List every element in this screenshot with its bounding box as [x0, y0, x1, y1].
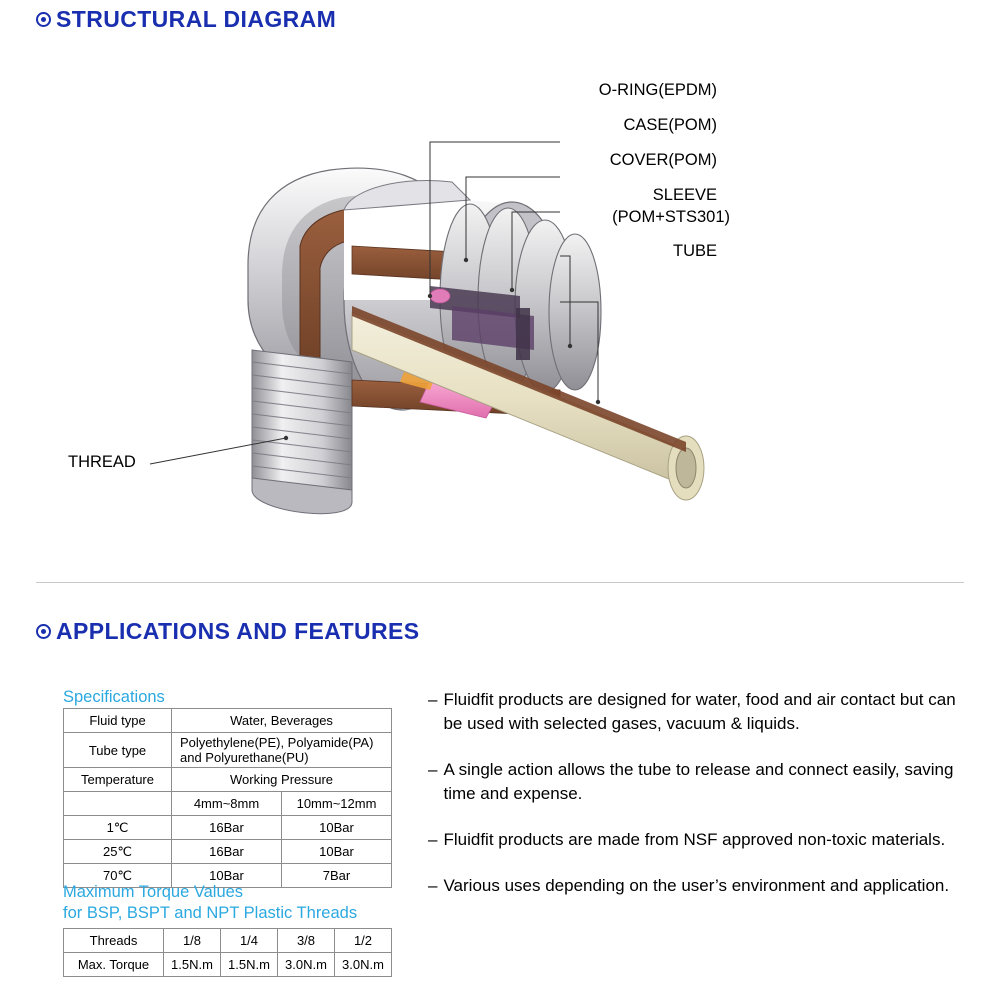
table-row [64, 840, 392, 864]
section-title-applications: APPLICATIONS AND FEATURES [56, 618, 420, 644]
list-item [428, 828, 968, 852]
callout-label-o-ring: O-RING(EPDM) [598, 81, 717, 99]
max-torque-value-1: 1.5N.m [164, 953, 221, 977]
temperature-label: Temperature [64, 768, 172, 792]
fluid-type-label: Fluid type [64, 709, 172, 733]
temp-row-2-pressure-1: 16Bar [172, 840, 282, 864]
list-item-dash: – [428, 876, 438, 895]
table-row [64, 709, 392, 733]
section-title-structural: STRUCTURAL DIAGRAM [56, 6, 337, 32]
callout-label-thread: THREAD [68, 453, 136, 471]
size-col-2: 10mm~12mm [282, 792, 392, 816]
temp-row-2-label: 25℃ [64, 840, 172, 864]
temp-row-3-pressure-2: 7Bar [282, 864, 392, 888]
list-item [428, 688, 968, 736]
table-row [64, 768, 392, 792]
max-torque-label: Max. Torque [64, 953, 164, 977]
structural-diagram [0, 50, 1000, 570]
max-torque-value-4: 3.0N.m [335, 953, 392, 977]
fluid-type-value: Water, Beverages [172, 709, 392, 733]
thread-size-2: 1/4 [221, 929, 278, 953]
torque-table [63, 928, 392, 977]
torque-title [63, 882, 357, 924]
torque-title-line2: for BSP, BSPT and NPT Plastic Threads [63, 904, 358, 922]
list-item-dash: – [428, 690, 438, 709]
callout-label-case: CASE(POM) [623, 116, 717, 134]
thread-size-1: 1/8 [164, 929, 221, 953]
tube-type-value-line1: Polyethylene(PE), Polyamide(PA) [180, 735, 374, 750]
bullet-icon [36, 12, 51, 27]
thread-size-3: 3/8 [278, 929, 335, 953]
table-row [64, 816, 392, 840]
tube-type-value-line2: and Polyurethane(PU) [180, 750, 309, 765]
tube-type-value [172, 733, 392, 768]
fitting-cutaway-illustration [0, 50, 1000, 570]
features-list [428, 688, 968, 920]
list-item-dash: – [428, 830, 438, 849]
list-item [428, 758, 968, 806]
bullet-icon [36, 624, 51, 639]
table-row [64, 929, 392, 953]
specifications-title: Specifications [63, 688, 165, 706]
list-item [428, 874, 968, 898]
empty-cell [64, 792, 172, 816]
callout-label-cover: COVER(POM) [609, 151, 717, 169]
max-torque-value-2: 1.5N.m [221, 953, 278, 977]
temp-row-2-pressure-2: 10Bar [282, 840, 392, 864]
table-row [64, 733, 392, 768]
list-item-dash: – [428, 760, 438, 779]
specifications-table [63, 708, 392, 888]
callout-label-sleeve-material: (POM+STS301) [612, 208, 730, 226]
thread-size-4: 1/2 [335, 929, 392, 953]
working-pressure-label: Working Pressure [172, 768, 392, 792]
size-col-1: 4mm~8mm [172, 792, 282, 816]
list-item-text: Fluidfit products are designed for water, food and air contact but can be used with selected gases, vacuum & liquids. [443, 690, 956, 733]
tube-type-label: Tube type [64, 733, 172, 768]
threads-label: Threads [64, 929, 164, 953]
section-heading-structural [36, 6, 336, 33]
section-divider [36, 582, 964, 583]
temp-row-3-label: 70℃ [64, 864, 172, 888]
callout-label-tube: TUBE [672, 242, 717, 260]
max-torque-value-3: 3.0N.m [278, 953, 335, 977]
callout-label-sleeve: SLEEVE [652, 186, 717, 204]
table-row [64, 953, 392, 977]
table-row [64, 792, 392, 816]
torque-title-line1: Maximum Torque Values [63, 883, 244, 901]
temp-row-1-pressure-1: 16Bar [172, 816, 282, 840]
list-item-text: A single action allows the tube to release and connect easily, saving time and expense. [443, 760, 954, 803]
temp-row-1-pressure-2: 10Bar [282, 816, 392, 840]
temp-row-1-label: 1℃ [64, 816, 172, 840]
list-item-text: Fluidfit products are made from NSF approved non-toxic materials. [443, 830, 946, 849]
temp-row-3-pressure-1: 10Bar [172, 864, 282, 888]
list-item-text: Various uses depending on the user’s environment and application. [443, 876, 950, 895]
section-heading-applications [36, 618, 420, 645]
